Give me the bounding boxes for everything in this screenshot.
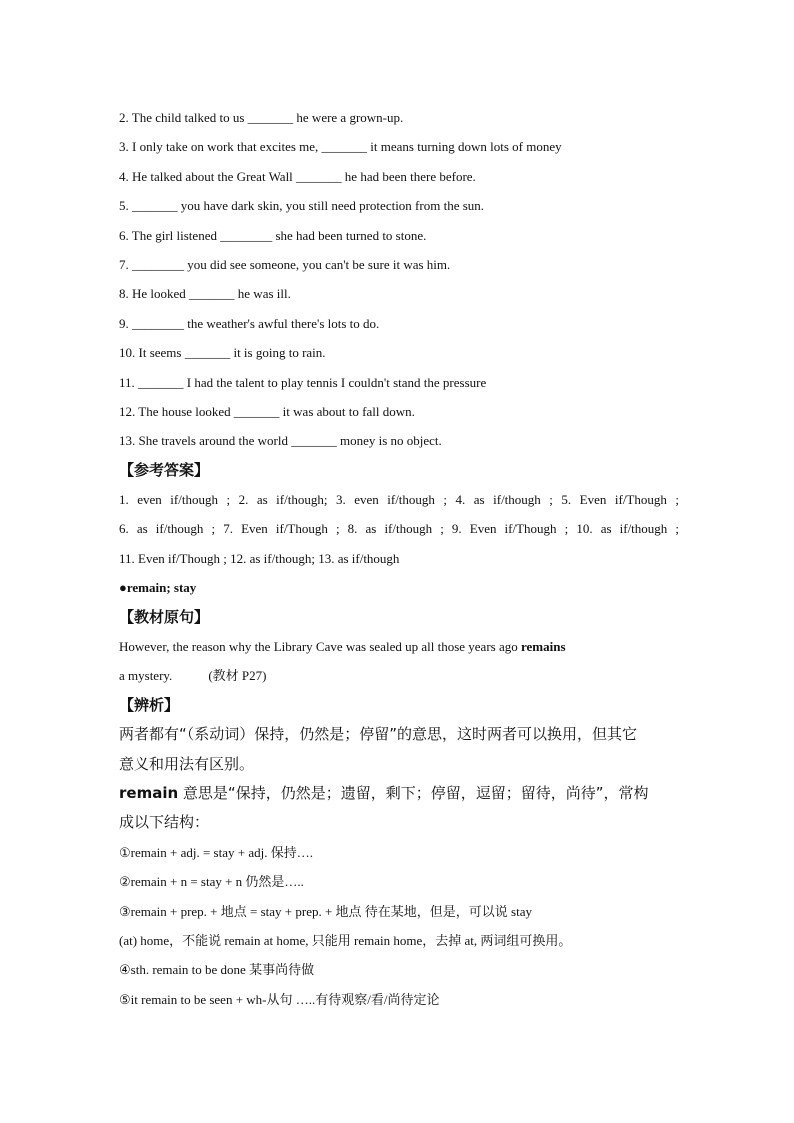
exercise-item: 4. He talked about the Great Wall _______ he had been there before. — [119, 168, 476, 184]
exercise-item: 11. _______ I had the talent to play tennis I couldn't stand the pressure — [119, 374, 487, 390]
analysis-line: 成以下结构： — [119, 813, 210, 832]
exercise-item: 2. The child talked to us _______ he were a grown-up. — [119, 110, 404, 125]
answer-heading: 【参考答案】 — [119, 460, 210, 479]
exercise-item: 5. _______ you have dark skin, you still need protection from the sun. — [119, 198, 485, 214]
exercise-item: 13. She travels around the world _______ money is no object. — [119, 433, 442, 449]
exercise-item: 10. It seems _______ it is going to rain. — [119, 345, 326, 361]
answer-line: 1. even if/though ; 2. as if/though; 3. even if/though ; 4. as if/though ; 5. Even if/Though ; — [119, 492, 679, 508]
analysis-line: 意义和用法有区别。 — [119, 754, 255, 773]
structure-item: ③remain + prep. + 地点 = stay + prep. + 地点 待在某地，但是，可以说 stay — [119, 903, 532, 919]
exercise-item: 6. The girl listened ________ she had been turned to stone. — [119, 227, 427, 243]
exercise-item: 12. The house looked _______ it was about to fall down. — [119, 403, 415, 419]
source-sentence-line2 — [119, 661, 679, 690]
source-sentence-text: However, the reason why the Library Cave was sealed up all those years ago — [119, 639, 521, 655]
source-keyword: remains — [520, 639, 566, 655]
analysis-line: 两者都有“（系动词）保持，仍然是；停留”的意思，这时两者可以换用，但其它 — [119, 725, 638, 744]
document-content — [119, 103, 679, 1014]
remain-keyword: remain — [119, 783, 179, 802]
structure-item: ④sth. remain to be done 某事尚待做 — [119, 962, 315, 978]
source-sentence-end: a mystery. — [119, 668, 173, 684]
source-sentence-line1 — [119, 632, 679, 661]
exercise-item: 8. He looked _______ he was ill. — [119, 286, 291, 302]
topic-heading: ●remain; stay — [119, 580, 197, 596]
structure-item: ⑤it remain to be seen + wh-从句 …..有待观察/看/尚待定论 — [119, 991, 440, 1007]
exercise-item: 3. I only take on work that excites me, _______ it means turning down lots of money — [119, 139, 562, 155]
remain-meaning-line — [119, 779, 679, 808]
analysis-heading: 【辨析】 — [119, 695, 180, 714]
answer-line: 11. Even if/Though ; 12. as if/though; 13. as if/though — [119, 550, 400, 566]
structure-item: ①remain + adj. = stay + adj. 保持…. — [119, 844, 313, 860]
source-heading: 【教材原句】 — [119, 607, 210, 626]
structure-item: (at) home，不能说 remain at home, 只能用 remain home，去掉 at, 两词组可换用。 — [119, 932, 572, 948]
textbook-reference: (教材 P27) — [208, 668, 267, 684]
exercise-item: 7. ________ you did see someone, you can't be sure it was him. — [119, 256, 451, 272]
answer-line: 6. as if/though ; 7. Even if/Though ; 8. as if/though ; 9. Even if/Though ; 10. as if/though ; — [119, 521, 679, 537]
remain-meaning-text: 意思是“保持，仍然是；遗留，剩下；停留，逗留；留待，尚待”，常构 — [178, 783, 649, 802]
structure-item: ②remain + n = stay + n 仍然是….. — [119, 874, 304, 890]
exercise-item: 9. ________ the weather's awful there's lots to do. — [119, 315, 380, 331]
